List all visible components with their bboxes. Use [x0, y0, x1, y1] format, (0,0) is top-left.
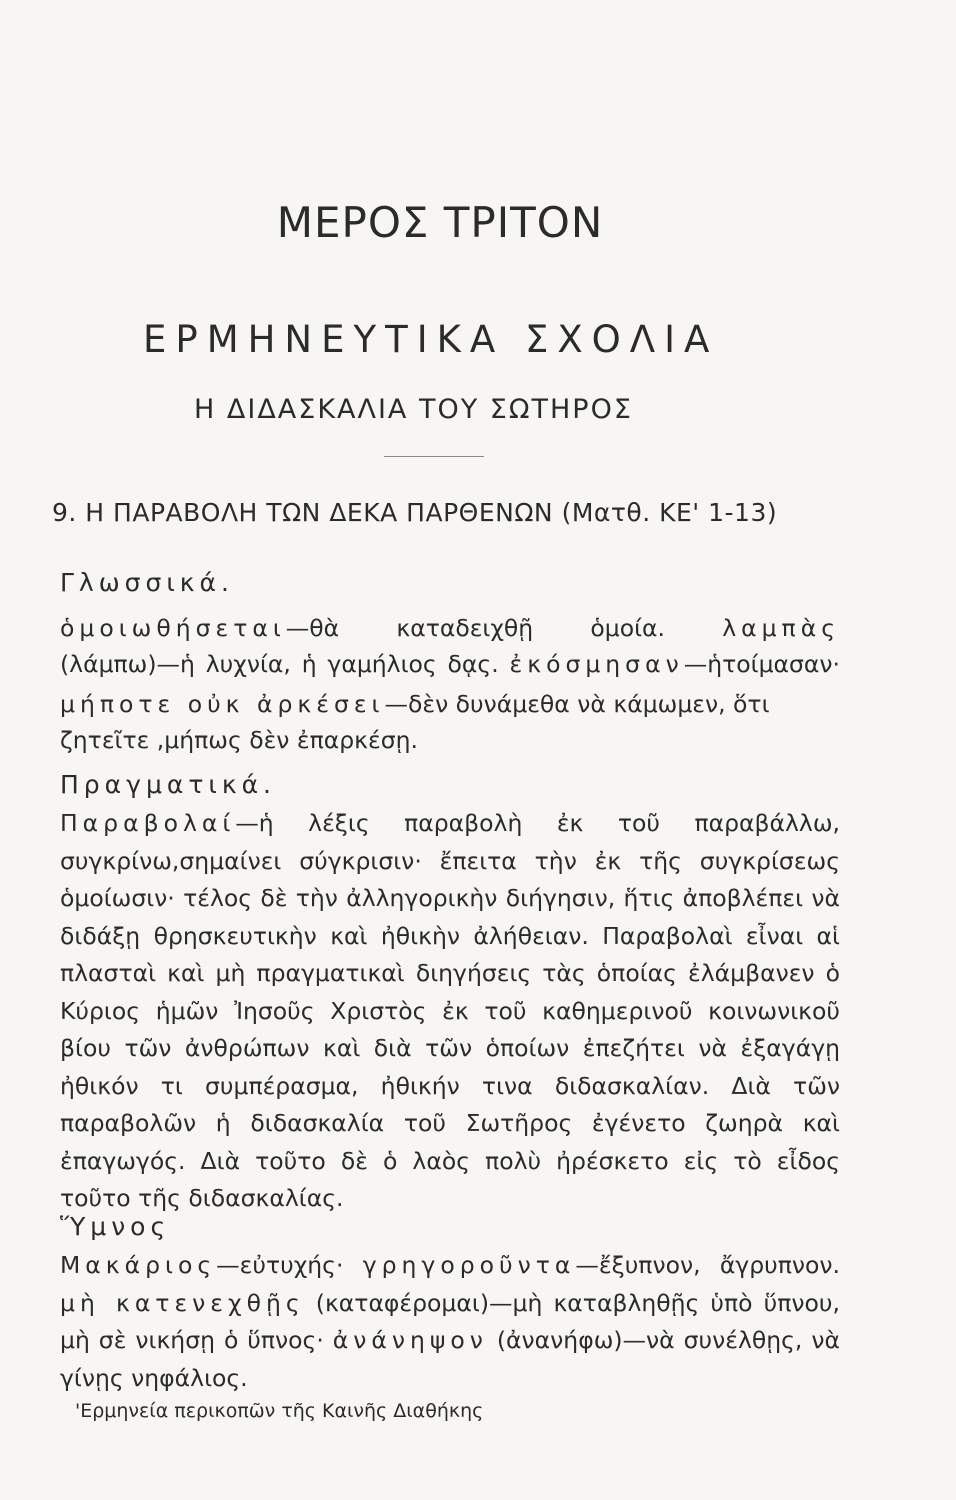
- glossary-line: [60, 650, 840, 678]
- glossary-term: ὁμοιωθήσεται: [60, 614, 286, 642]
- hymn-term: μὴ κατενεχθῇς: [60, 1288, 305, 1317]
- hymn-gloss: —εὐτυχής·: [216, 1251, 344, 1279]
- glossary-gloss: —ἡτοίμασαν·: [683, 650, 840, 678]
- footnote: 'Ερμηνεία περικοπῶν τῆς Καινῆς Διαθήκης: [75, 1400, 484, 1422]
- glossary-line: [60, 614, 840, 642]
- glossary-heading: Γλωσσικά.: [60, 568, 234, 597]
- factual-paragraph: [60, 805, 840, 1218]
- hymn-gloss: (ἀνανήφω)—νὰ συνέλθῃς, νὰ γίνῃς νηφάλιος.: [60, 1326, 840, 1392]
- subtitle: Η ΔΙΔΑΣΚΑΛΙΑ ΤΟΥ ΣΩΤΗΡΟΣ: [194, 394, 633, 425]
- glossary-term: μήποτε οὐκ ἀρκέσει: [60, 690, 385, 718]
- hymn-paragraph: [60, 1247, 840, 1397]
- glossary-gloss: (λάμπω)—ἡ λυχνία, ἡ γαμήλιος δᾳς.: [60, 650, 499, 678]
- glossary-gloss: —δὲν δυνάμεθα νὰ κάμωμεν, ὅτι ζητεῖτε ,μήπως δὲν ἐπαρκέσῃ.: [60, 690, 770, 754]
- glossary-gloss: —θὰ καταδειχθῇ ὁμοία.: [285, 614, 666, 642]
- factual-heading: Πραγματικά.: [60, 770, 276, 799]
- hymn-gloss: (καταφέρομαι)—μὴ καταβληθῇς ὑπὸ ὕπνου, μὴ σὲ νικήσῃ ὁ ὕπνος·: [60, 1288, 840, 1354]
- section-title: ΕΡΜΗΝΕΥΤΙΚΑ ΣΧΟΛΙΑ: [143, 318, 719, 361]
- factual-text: —ἡ λέξις παραβολὴ ἐκ τοῦ παραβάλλω, συγκρίνω,σημαίνει σύγκρισιν· ἔπειτα τὴν ἐκ τῆς συγκρίσεως ὁμοίωσιν· τέλος δὲ τὴν ἀλληγορικὴν διήγησιν, ἥτις ἀποβλέπει νὰ διδάξῃ θρησκευτικὴν καὶ ἠθικὴν ἀλήθειαν. Παραβολαὶ εἶναι αἱ πλασταὶ καὶ μὴ πραγματικαὶ διηγήσεις τὰς ὁποίας ἐλάμβανεν ὁ Κύριος ἡμῶν Ἰησοῦς Χριστὸς ἐκ τοῦ καθημερινοῦ κοινωνικοῦ βίου τῶν ἀνθρώπων καὶ διὰ τῶν ὁποίων ἐπεζήτει νὰ ἐξαγάγῃ ἠθικόν τι συμπέρασμα, ἠθικήν τινα διδασκαλίαν. Διὰ τῶν παραβολῶν ἡ διδασκαλία τοῦ Σωτῆρος ἐγένετο ζωηρὰ καὶ ἐπαγωγός. Διὰ τοῦτο δὲ ὁ λαὸς πολὺ ἠρέσκετο εἰς τὸ εἶδος τοῦτο τῆς διδασκαλίας.: [60, 809, 840, 1212]
- hymn-term: γρηγοροῦντα: [362, 1251, 576, 1279]
- hymn-term: ἀνάνηψον: [332, 1326, 488, 1354]
- hymn-term: Μακάριος: [60, 1251, 217, 1279]
- glossary-term: ἐκόσμησαν: [509, 650, 684, 678]
- chapter-heading: 9. Η ΠΑΡΑΒΟΛΗ ΤΩΝ ΔΕΚΑ ΠΑΡΘΕΝΩΝ (Ματθ. ΚΕ' 1-13): [52, 498, 778, 527]
- glossary-term: λαμπὰς: [722, 614, 840, 642]
- hymn-heading: Ὕμνος: [60, 1212, 171, 1241]
- glossary-line: [60, 686, 840, 758]
- part-title: ΜΕΡΟΣ ΤΡΙΤΟΝ: [276, 198, 604, 247]
- factual-term: Παραβολαί: [60, 809, 236, 837]
- hymn-gloss: —ἔξυπνον, ἄγρυπνον.: [575, 1251, 840, 1279]
- divider: [384, 456, 484, 457]
